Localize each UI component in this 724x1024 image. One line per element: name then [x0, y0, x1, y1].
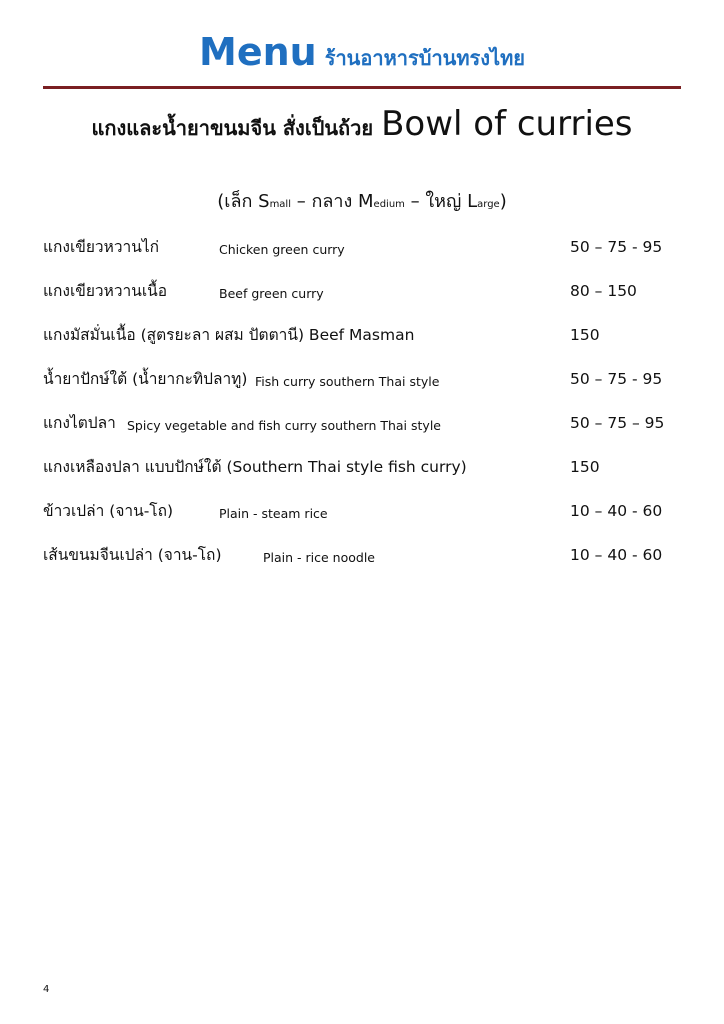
menu-item-spicy-fish-curry [43, 412, 683, 442]
menu-item-english-name: Beef green curry [219, 286, 324, 301]
menu-item-price: 80 – 150 [570, 282, 637, 300]
size-separator-2: – [404, 191, 426, 212]
size-large-cap: L [467, 191, 478, 212]
menu-item-english-name: Fish curry southern Thai style [255, 374, 440, 389]
menu-item-price: 10 – 40 - 60 [570, 502, 663, 520]
menu-item-thai-name: เส้นขนมจีนเปล่า (จาน-โถ) [43, 546, 222, 564]
section-title-thai: แกงและน้ำยาขนมจีน สั่งเป็นถ้วย [91, 116, 374, 140]
size-legend [0, 186, 724, 215]
section-title [0, 104, 724, 144]
section-title-english: Bowl of curries [381, 104, 633, 144]
menu-item-chicken-green-curry [43, 236, 683, 266]
menu-item-price: 150 [570, 326, 600, 344]
menu-item-thai-name: แกงเขียวหวานเนื้อ [43, 282, 168, 300]
size-close-paren: ) [499, 191, 507, 212]
menu-item-english-name: Spicy vegetable and fish curry southern Thai style [127, 418, 441, 433]
menu-item-price: 50 – 75 – 95 [570, 414, 665, 432]
menu-item-english-name: Plain - steam rice [219, 506, 328, 521]
menu-item-price: 10 – 40 - 60 [570, 546, 663, 564]
menu-item-beef-masman [43, 324, 683, 354]
menu-item-plain-rice-noodle [43, 544, 683, 574]
size-small-thai: เล็ก [224, 191, 253, 212]
header-divider [43, 86, 681, 89]
menu-item-price: 50 – 75 - 95 [570, 238, 663, 256]
menu-item-thai-name: ข้าวเปล่า (จาน-โถ) [43, 502, 174, 520]
size-open-paren: ( [217, 191, 225, 212]
page-number: 4 [43, 984, 50, 995]
size-large-thai: ใหญ่ [425, 191, 462, 212]
menu-item-thai-name: แกงไตปลา [43, 414, 116, 432]
menu-item-price: 50 – 75 - 95 [570, 370, 663, 388]
size-medium-cap: M [358, 191, 374, 212]
size-separator-1: – [291, 191, 312, 212]
size-large-rest: arge [477, 199, 500, 210]
menu-item-price: 150 [570, 458, 600, 476]
menu-item-thai-name: น้ำยาปักษ์ใต้ (น้ำยากะทิปลาทู) [43, 370, 248, 388]
menu-item-plain-rice [43, 500, 683, 530]
menu-item-english-name: Plain - rice noodle [263, 550, 375, 565]
size-medium-rest: edium [373, 199, 405, 210]
shop-name: ร้านอาหารบ้านทรงไทย [324, 46, 525, 70]
menu-item-thai-name: แกงเหลืองปลา แบบปักษ์ใต้ (Southern Thai style fish curry) [43, 458, 467, 476]
menu-item-english-name: Chicken green curry [219, 242, 345, 257]
menu-header [0, 30, 724, 74]
size-medium-thai: กลาง [311, 191, 353, 212]
size-small-rest: mall [269, 199, 291, 210]
menu-item-yellow-fish-curry [43, 456, 683, 486]
menu-title: Menu [199, 30, 317, 74]
size-small-cap: S [258, 191, 270, 212]
menu-item-thai-name: แกงมัสมั่นเนื้อ (สูตรยะลา ผสม ปัตตานี) Beef Masman [43, 326, 415, 344]
menu-item-thai-name: แกงเขียวหวานไก่ [43, 238, 160, 256]
menu-item-beef-green-curry [43, 280, 683, 310]
menu-item-fish-curry-southern [43, 368, 683, 398]
